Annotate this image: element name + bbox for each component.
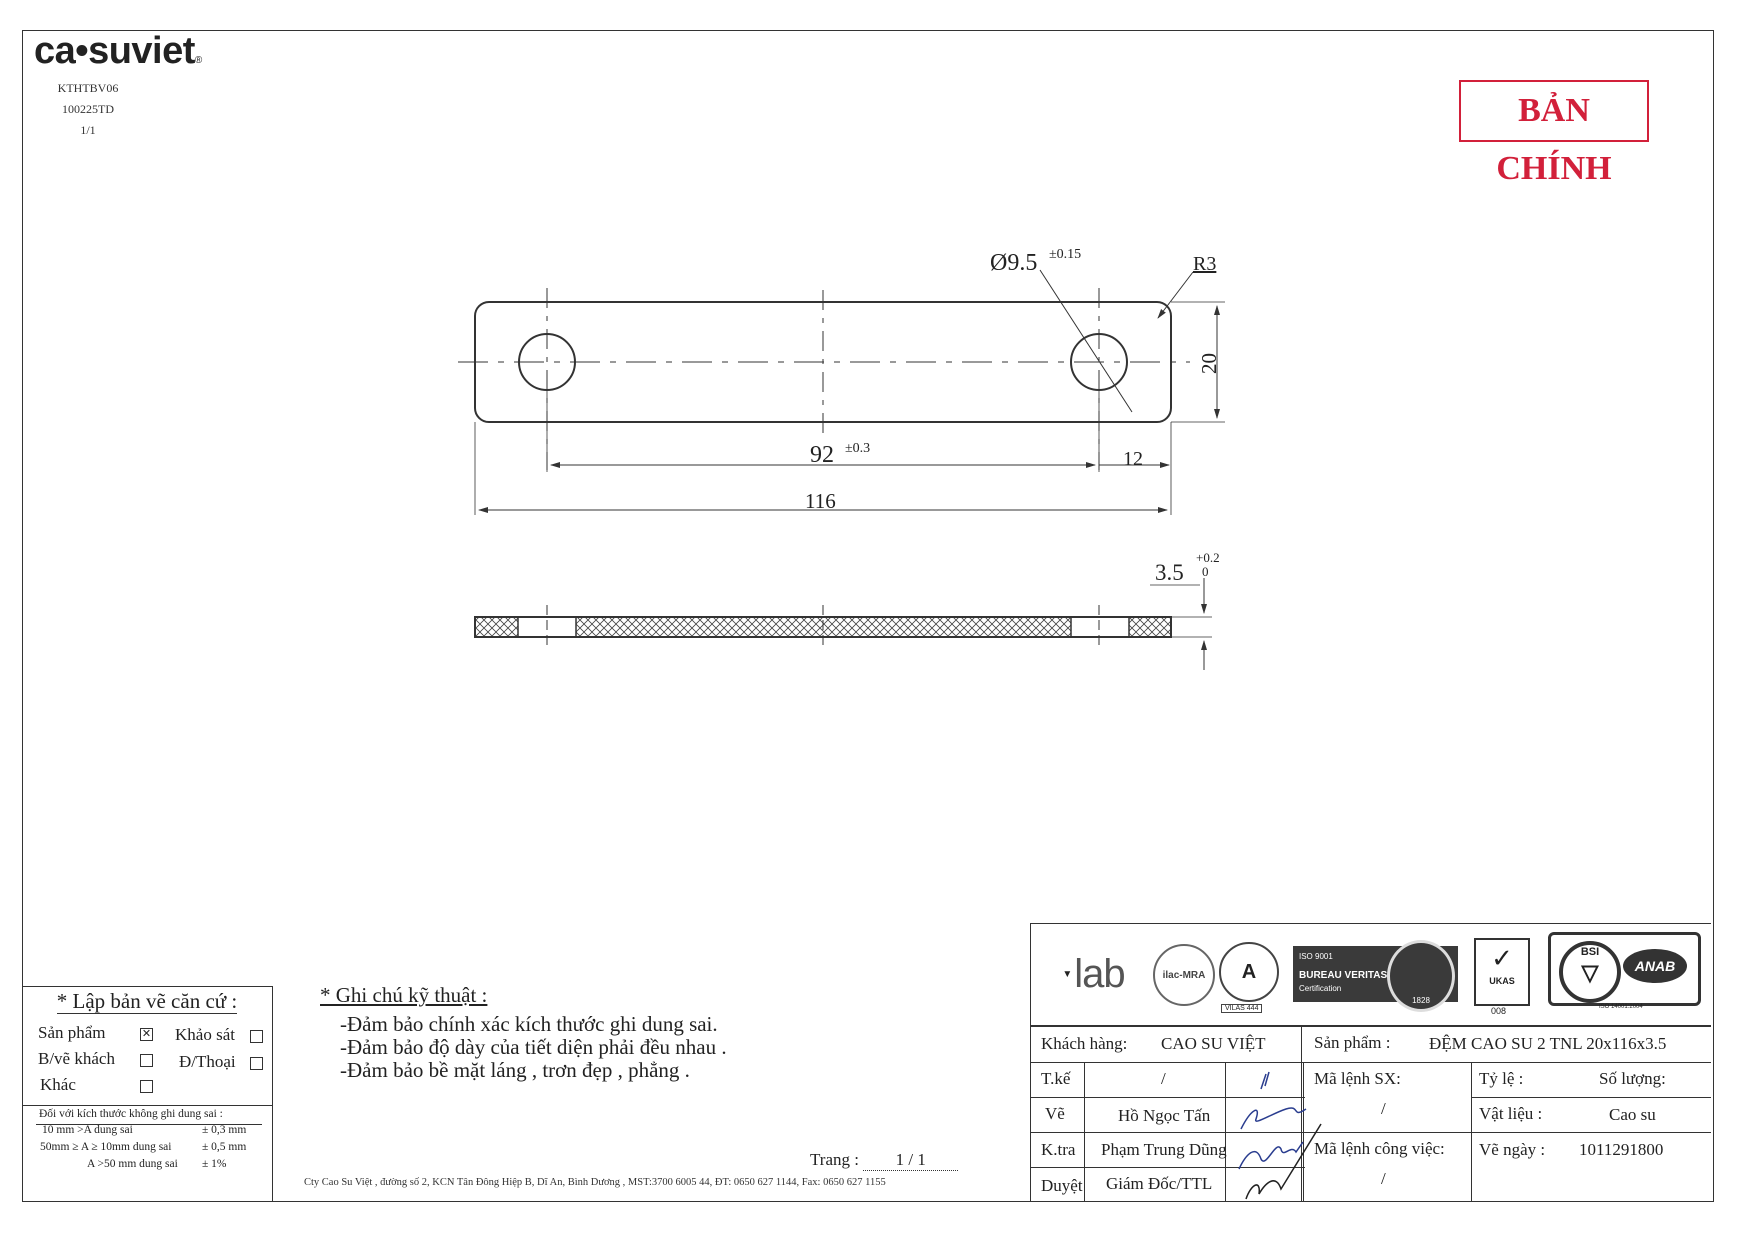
basis-other-checkbox[interactable]: [140, 1080, 153, 1093]
order-label: Mã lệnh SX:: [1314, 1069, 1401, 1088]
title-block: [1030, 923, 1711, 1202]
drawn-value: Hồ Ngọc Tấn: [1118, 1106, 1211, 1125]
check-value: Phạm Trung Dũng: [1101, 1140, 1227, 1159]
thickness-tolerance-lower: 0: [1202, 564, 1209, 579]
product-label: Sản phẩm :: [1314, 1033, 1391, 1052]
order-value: /: [1381, 1099, 1386, 1118]
basis-survey: Khảo sát: [175, 1025, 235, 1044]
vilas-logo: ▼ lab: [1062, 951, 1125, 996]
ilac-mra-logo: ilac-MRA: [1153, 944, 1215, 1006]
general-tolerance-table: [22, 1105, 272, 1170]
thickness-tolerance-upper: +0.2: [1196, 550, 1220, 565]
check-label: K.tra: [1041, 1140, 1076, 1159]
date-value: 1011291800: [1579, 1140, 1664, 1159]
tolerance-range: A >50 mm dung sai: [87, 1158, 178, 1170]
title-block-grid-line: [1471, 1062, 1472, 1202]
section-hatch-right: [1129, 618, 1170, 636]
section-hatch-left: [476, 618, 518, 636]
iso-14001-label: ISO 14001:2004: [1599, 1004, 1643, 1010]
title-block-grid-line: [1471, 1097, 1711, 1098]
title-block-grid-line: [1031, 1062, 1711, 1063]
check-signature: [1239, 1142, 1303, 1169]
title-block-grid-line: [1031, 1025, 1711, 1027]
tolerance-value: ± 0,5 mm: [202, 1141, 247, 1153]
original-stamp: BẢN CHÍNH: [1459, 80, 1649, 142]
radius-label: R3: [1193, 253, 1217, 275]
basis-title: * Lập bản vẽ căn cứ :: [56, 989, 238, 1013]
hole-diameter-label: Ø9.5: [990, 250, 1038, 276]
center-distance-label: 92: [810, 442, 834, 468]
basis-product-checkbox[interactable]: ✕: [141, 1027, 152, 1040]
basis-customer-drawing-checkbox[interactable]: [140, 1054, 153, 1067]
quantity-label: Số lượng:: [1599, 1069, 1666, 1088]
drawn-label: Vẽ: [1045, 1104, 1065, 1123]
radius-leader: [1158, 272, 1193, 318]
thickness-label: 3.5: [1155, 560, 1184, 585]
approve-label: Duyệt: [1041, 1176, 1083, 1195]
bureau-veritas-seal: 1828: [1387, 940, 1455, 1012]
document-code: KTHTBV06: [57, 81, 119, 95]
vilas-number: VILAS 444: [1221, 1004, 1262, 1013]
ukas-number: 008: [1491, 1006, 1507, 1016]
document-page: 1/1: [80, 123, 96, 137]
tolerance-value: ± 0,3 mm: [202, 1124, 247, 1136]
tolerance-value: ± 1%: [202, 1158, 227, 1170]
scale-label: Tỷ lệ :: [1479, 1069, 1524, 1088]
accreditation-seal: A: [1219, 942, 1279, 1002]
design-signature: [1261, 1072, 1269, 1089]
document-revision: 100225TD: [62, 102, 114, 116]
basis-phone: Đ/Thoại: [179, 1052, 236, 1071]
technical-notes: [320, 984, 727, 1082]
note-line: -Đảm bảo chính xác kích thước ghi dung sai.: [340, 1012, 718, 1036]
page-number-value: 1 / 1: [863, 1150, 958, 1171]
title-block-grid-line: [1084, 1062, 1085, 1202]
drawn-signature: [1241, 1108, 1306, 1129]
ukas-logo: ✓ UKAS: [1474, 938, 1530, 1006]
center-distance-tolerance: ±0.3: [845, 441, 871, 456]
tolerance-range: 10 mm >A dung sai: [42, 1124, 133, 1136]
basis-customer-drawing: B/vẽ khách: [38, 1049, 115, 1068]
product-value: ĐỆM CAO SU 2 TNL 20x116x3.5: [1429, 1034, 1667, 1053]
drawing-basis-panel: [22, 986, 273, 1201]
notes-list: [320, 1013, 727, 1082]
design-label: T.kế: [1041, 1069, 1071, 1088]
basis-product: Sản phẩm: [38, 1023, 106, 1042]
company-address-footer: Cty Cao Su Việt , đường số 2, KCN Tân Đông Hiệp B, Dĩ An, Bình Dương , MST:3700 6005 44, ĐT: 0650 627 1144, Fax: 0650 627 1155: [304, 1177, 886, 1188]
approve-signature: [1246, 1124, 1321, 1199]
customer-label: Khách hàng:: [1041, 1034, 1128, 1053]
height-label: 20: [1197, 353, 1221, 374]
design-value: /: [1161, 1069, 1166, 1088]
basis-other: Khác: [40, 1075, 76, 1094]
date-label: Vẽ ngày :: [1479, 1140, 1546, 1159]
tolerance-range: 50mm ≥ A ≥ 10mm dung sai: [40, 1141, 172, 1153]
anab-mark: ANAB: [1623, 949, 1687, 983]
title-block-grid-line: [1225, 1062, 1226, 1202]
job-value: /: [1381, 1169, 1386, 1188]
bureau-veritas-logo: ISO 9001 BUREAU VERITAS Certification 1828: [1293, 946, 1458, 1002]
material-value: Cao su: [1609, 1105, 1656, 1124]
approve-value: Giám Đốc/TTL: [1106, 1174, 1213, 1193]
title-block-grid-line: [1031, 1132, 1711, 1133]
basis-phone-checkbox[interactable]: [250, 1057, 263, 1070]
job-label: Mã lệnh công việc:: [1314, 1139, 1445, 1158]
company-logo: ca•suviet®: [34, 30, 202, 72]
note-line: -Đảm bảo bề mặt láng , trơn đẹp , phẳng .: [340, 1058, 690, 1082]
bsi-anab-logo: [1548, 932, 1701, 1006]
hole-tolerance-label: ±0.15: [1049, 247, 1082, 262]
customer-value: CAO SU VIỆT: [1161, 1034, 1266, 1053]
page-number: Trang : 1 / 1: [810, 1150, 958, 1171]
material-label: Vật liệu :: [1479, 1104, 1543, 1123]
notes-title: * Ghi chú kỹ thuật :: [320, 983, 488, 1007]
basis-survey-checkbox[interactable]: [250, 1030, 263, 1043]
tolerance-title: Đối với kích thước không ghi dung sai :: [39, 1108, 223, 1120]
edge-distance-label: 12: [1123, 448, 1143, 470]
note-line: -Đảm bảo độ dày của tiết diện phải đều nhau .: [340, 1035, 727, 1059]
overall-length-label: 116: [805, 489, 836, 513]
bsi-mark: BSI ▽: [1559, 941, 1621, 1003]
